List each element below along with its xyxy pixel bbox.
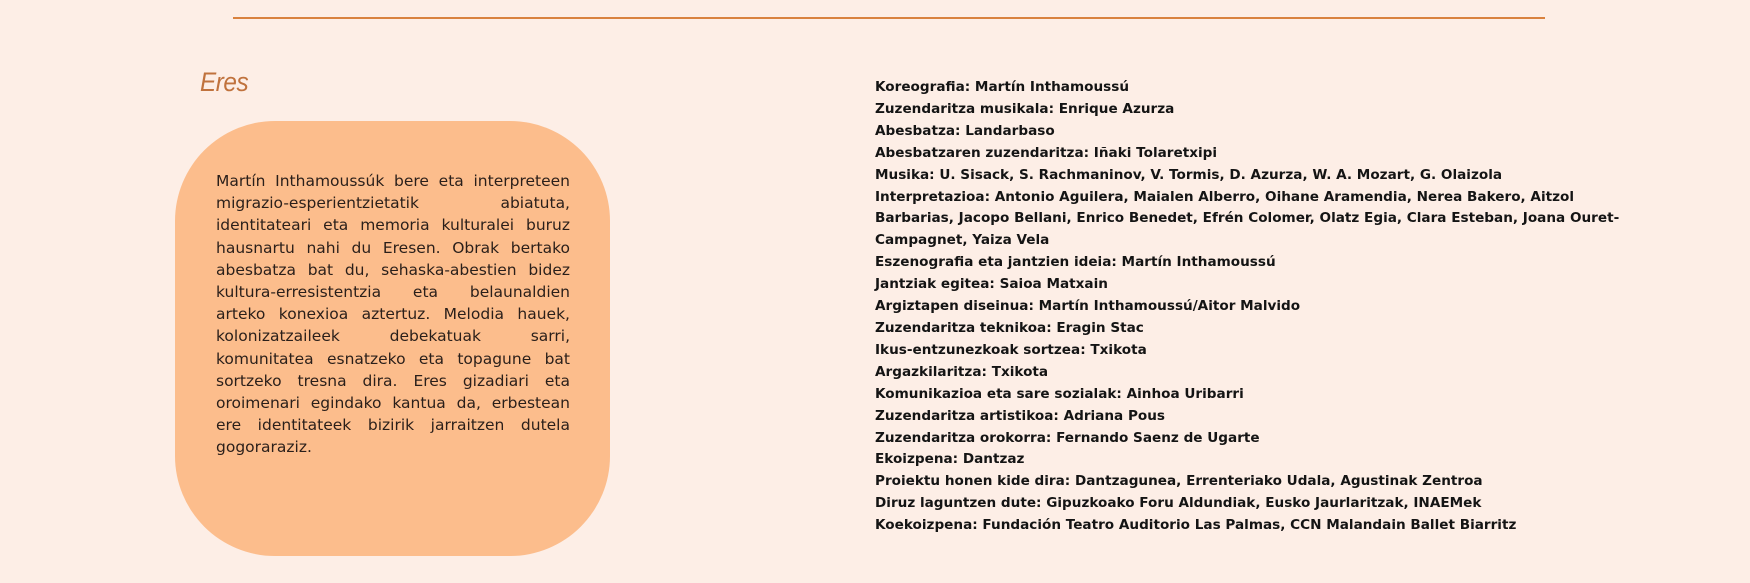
description-text: Martín Inthamoussúk bere eta interpreteen migrazio-esperientzietatik abiatuta, identitateari eta memoria kulturalei buruz hausnartu nahi du Eresen. Obrak bertako abesbatza bat du, sehaska-abestien bidez kultura-erresistentzia eta belaunaldien arteko konexioa aztertuz. Melodia hauek, kolonizatzaileek debekatuak sarri, komunitatea esnatzeko eta topagune bat sortzeko tresna dira. Eres gizadiari eta oroimenari egindako kantua da, erbestean ere identitateek bizirik jarraitzen dutela gogoraraziz. xyxy=(216,172,570,457)
credit-item: Argiztapen diseinua: Martín Inthamoussú/Aitor Malvido xyxy=(875,298,1301,315)
credit-item: Komunikazioa eta sare sozialak: Ainhoa Uribarri xyxy=(875,385,1244,402)
credit-item: Argazkilaritza: Txikota xyxy=(875,363,1049,380)
credit-item: Diruz laguntzen dute: Gipuzkoako Foru Aldundiak, Eusko Jaurlaritzak, INAEMek xyxy=(875,495,1482,512)
credit-item: Ekoizpena: Dantzaz xyxy=(875,451,1025,468)
credit-item: Eszenografia eta jantzien ideia: Martín Inthamoussú xyxy=(875,254,1276,271)
credit-item: Koekoizpena: Fundación Teatro Auditorio Las Palmas, CCN Malandain Ballet Biarritz xyxy=(875,517,1517,534)
credit-item: Interpretazioa: Antonio Aguilera, Maialen Alberro, Oihane Aramendia, Nerea Bakero, Aitzol Barbarias, Jacopo Bellani, Enrico Benedet, Efrén Colomer, Olatz Egia, Clara Esteban, Joana Ouret-Campagnet, Yaiza Vela xyxy=(875,188,1620,249)
credit-item: Koreografia: Martín Inthamoussú xyxy=(875,79,1130,95)
credit-item: Abesbatzaren zuzendaritza: Iñaki Tolaretxipi xyxy=(875,144,1218,161)
section-title: Eres xyxy=(200,67,249,97)
credit-item: Jantziak egitea: Saioa Matxain xyxy=(875,276,1108,293)
credit-item: Zuzendaritza teknikoa: Eragin Stac xyxy=(875,319,1144,336)
top-divider xyxy=(233,17,1545,19)
credit-item: Abesbatza: Landarbaso xyxy=(875,122,1055,139)
credit-item: Musika: U. Sisack, S. Rachmaninov, V. Tormis, D. Azurza, W. A. Mozart, G. Olaizola xyxy=(875,166,1503,183)
credit-item: Zuzendaritza orokorra: Fernando Saenz de Ugarte xyxy=(875,429,1260,446)
credits-list xyxy=(875,77,1635,537)
credit-item: Proiektu honen kide dira: Dantzagunea, Errenteriako Udala, Agustinak Zentroa xyxy=(875,473,1483,490)
credit-item: Ikus-entzunezkoak sortzea: Txikota xyxy=(875,341,1147,358)
credit-item: Zuzendaritza artistikoa: Adriana Pous xyxy=(875,407,1166,424)
credit-item: Zuzendaritza musikala: Enrique Azurza xyxy=(875,100,1175,117)
